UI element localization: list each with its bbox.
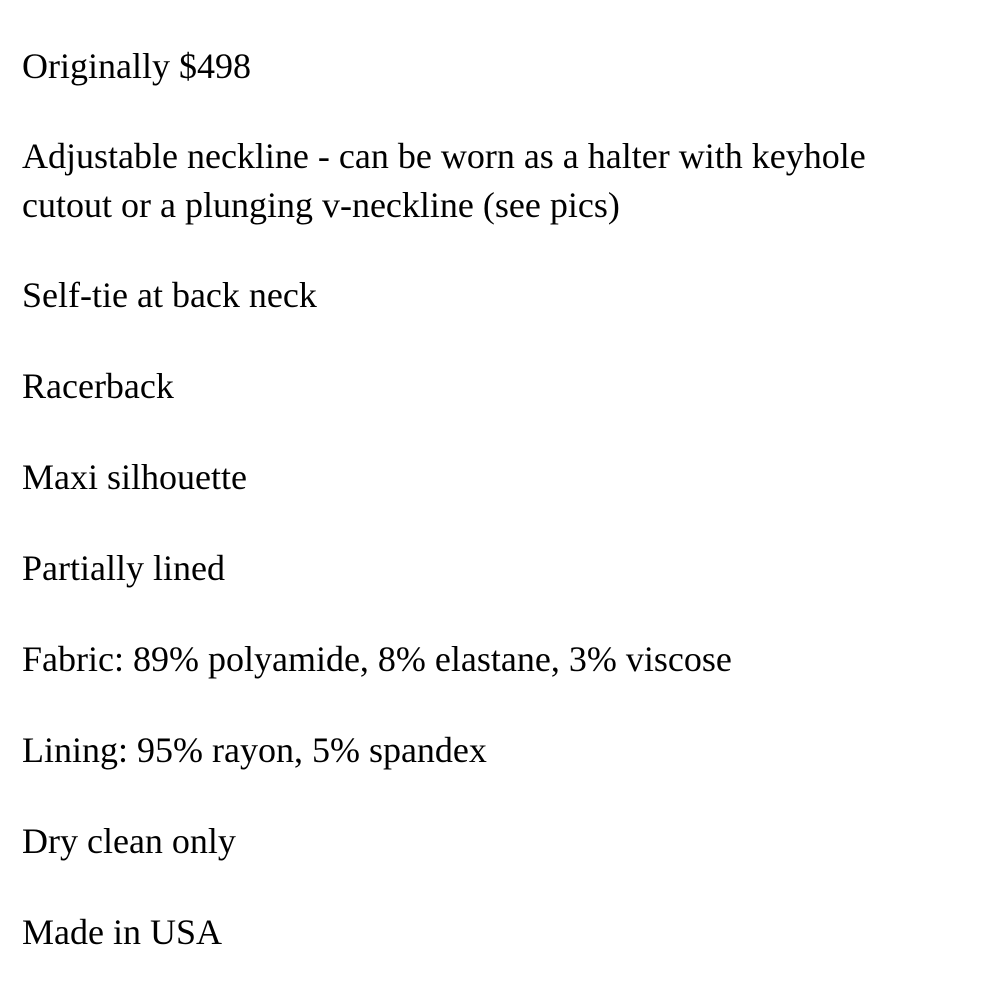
lining-composition-line: Lining: 95% rayon, 5% spandex — [22, 730, 487, 770]
tie-detail-line: Self-tie at back neck — [22, 275, 317, 315]
origin-line: Made in USA — [22, 912, 222, 952]
neckline-line-1: Adjustable neckline - can be worn as a halter with keyhole — [22, 136, 866, 176]
fabric-composition-line: Fabric: 89% polyamide, 8% elastane, 3% viscose — [22, 639, 732, 679]
original-price-line: Originally $498 — [22, 46, 251, 86]
care-instructions-line: Dry clean only — [22, 821, 236, 861]
silhouette-line: Maxi silhouette — [22, 457, 247, 497]
back-style-line: Racerback — [22, 366, 174, 406]
lining-status-line: Partially lined — [22, 548, 225, 588]
neckline-line-2: cutout or a plunging v-neckline (see pics) — [22, 185, 620, 225]
